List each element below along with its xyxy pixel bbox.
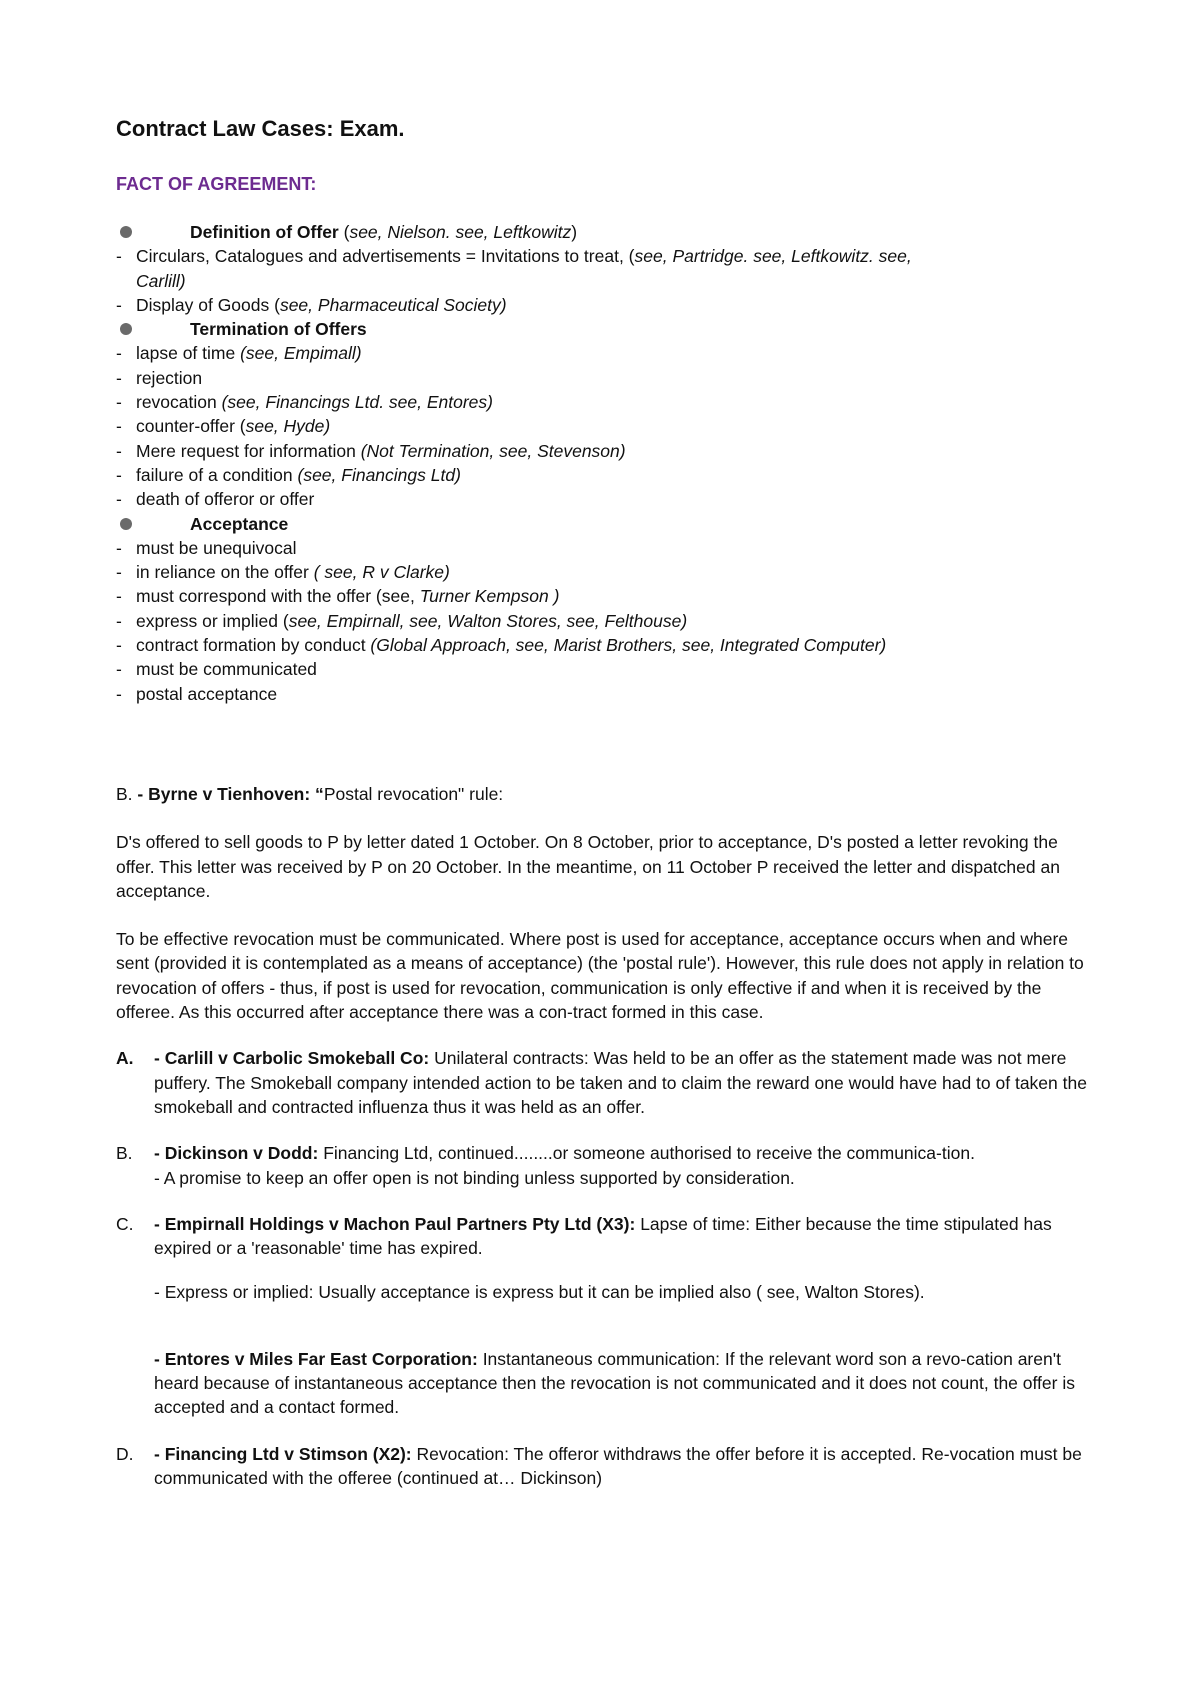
case-rule: Postal revocation" rule: (323, 784, 504, 804)
case-letter: D. (116, 1443, 134, 1464)
outline-citation: ( see, R v Clarke) (313, 562, 450, 583)
outline-dash-item (116, 414, 1096, 438)
case-paragraph (154, 1141, 1096, 1165)
case-carlill (116, 1046, 1096, 1119)
outline-dash-item (116, 682, 1096, 706)
outline-bullet-label: Termination of Offers (190, 319, 367, 340)
outline-citation: (see, Empimall) (240, 343, 362, 364)
agreement-outline (116, 220, 1096, 706)
outline-dash-item (116, 657, 1096, 681)
bullet-dot-icon (120, 518, 132, 530)
case-text: Lapse of time: Either because the time stipulated has expired or a 'reasonable' time has expired. (154, 1213, 1052, 1259)
case-name: - Byrne v Tienhoven: “ (137, 784, 324, 804)
case-paragraph (154, 1347, 1096, 1420)
outline-citation: (see, Financings Ltd. see, Entores) (221, 392, 493, 413)
case-letter: B. (116, 1143, 133, 1164)
outline-citation: (see, Financings Ltd) (297, 464, 461, 485)
case-byrne (116, 782, 1096, 1024)
outline-text: contract formation by conduct (136, 635, 371, 656)
section-heading: FACT OF AGREEMENT: (116, 174, 317, 194)
case-name: - Entores v Miles Far East Corporation: (154, 1348, 478, 1369)
case-empirnall (116, 1212, 1096, 1420)
dash-marker: - (116, 659, 122, 680)
outline-citation: see, Nielson. see, Leftkowitz (349, 222, 572, 242)
dash-marker: - (116, 489, 122, 510)
case-text: Instantaneous communication: If the relevant word son a revo-cation aren't heard because of instantaneous acceptance then the revocation is not communicated and it does not count, the offer is accepted and a contact formed. (154, 1348, 1075, 1418)
outline-text: must correspond with the offer (see, (136, 586, 420, 607)
bullet-dot-icon (120, 323, 132, 335)
outline-bullet-label: Definition of Offer (190, 222, 339, 242)
case-letter: B. (116, 784, 133, 804)
case-paragraph (154, 1442, 1096, 1491)
outline-text: counter-offer ( (136, 416, 246, 437)
outline-bullet-item (116, 317, 1096, 341)
outline-text: must be unequivocal (136, 537, 297, 558)
dash-marker: - (116, 464, 122, 485)
case-text: Revocation: The offeror withdraws the offer before it is accepted. Re-vocation must be communicated with the offeree (continued at… Dickinson) (154, 1443, 1082, 1488)
outline-text: death of offeror or offer (136, 489, 315, 510)
dash-marker: - (116, 562, 122, 583)
outline-dash-item (116, 584, 1096, 608)
outline-bullet-label: Acceptance (190, 513, 289, 534)
outline-dash-item (116, 341, 1096, 365)
outline-dash-item (116, 293, 1096, 317)
dash-marker: - (116, 367, 122, 388)
outline-citation: see, Partridge. see, Leftkowitz. see, (634, 246, 912, 267)
case-heading (116, 782, 1096, 806)
outline-text: in reliance on the offer (136, 562, 314, 583)
outline-text: Circulars, Catalogues and advertisements = Invitations to treat, ( (136, 246, 635, 267)
outline-citation: see, Pharmaceutical Society) (279, 294, 507, 315)
case-text: Unilateral contracts: Was held to be an offer as the statement made was not mere puffery. The Smokeball company intended action to be taken and to claim the reward one would have had to of taken the smokeball and contracted influenza thus it was held as an offer. (154, 1048, 1087, 1117)
dash-marker: - (116, 586, 122, 607)
outline-bullet-item (116, 220, 1096, 244)
outline-text: postal acceptance (136, 683, 278, 704)
outline-text: revocation (136, 392, 222, 413)
case-paragraph: D's offered to sell goods to P by letter dated 1 October. On 8 October, prior to acceptance, D's posted a letter revoking the offer. This letter was received by P on 20 October. In the meantime, on 11 October P received the letter and dispatched an acceptance. (116, 832, 1060, 901)
outline-dash-item (116, 463, 1096, 487)
case-name: - Financing Ltd v Stimson (X2): (154, 1443, 412, 1464)
case-paragraph: - A promise to keep an offer open is not binding unless supported by consideration. (154, 1167, 795, 1188)
outline-text: rejection (136, 367, 203, 388)
outline-text: Display of Goods ( (136, 294, 280, 315)
case-paragraph (154, 1212, 1096, 1261)
dash-marker: - (116, 294, 122, 315)
outline-text: lapse of time (136, 343, 241, 364)
dash-marker: - (116, 416, 122, 437)
dash-marker: - (116, 610, 122, 631)
outline-dash-item (116, 560, 1096, 584)
dash-marker: - (116, 683, 122, 704)
outline-citation: Carlill) (136, 270, 186, 291)
outline-continuation (116, 269, 1096, 293)
outline-dash-item (116, 609, 1096, 633)
case-letter: A. (116, 1048, 134, 1069)
dash-marker: - (116, 392, 122, 413)
case-text: Financing Ltd, continued........or someone authorised to receive the communica-tion. (323, 1143, 975, 1164)
outline-text: must be communicated (136, 659, 317, 680)
case-dickinson (116, 1141, 1096, 1190)
outline-dash-item (116, 439, 1096, 463)
case-name: - Dickinson v Dodd: (154, 1143, 319, 1164)
outline-citation: (Global Approach, see, Marist Brothers, see, Integrated Computer) (370, 635, 887, 656)
case-paragraph: To be effective revocation must be communicated. Where post is used for acceptance, acceptance occurs when and where sent (provided it is contemplated as a means of acceptance) (the 'postal rule'). However, this rule does not apply in relation to revocation of offers - thus, if post is used for revocation, communication is only effective if and when it is received by the offeree. As this occurred after acceptance there was a con-tract formed in this case. (116, 929, 1084, 1023)
outline-dash-item (116, 366, 1096, 390)
outline-text: failure of a condition (136, 464, 298, 485)
outline-dash-item (116, 244, 1096, 268)
case-name: - Carlill v Carbolic Smokeball Co: (154, 1048, 430, 1069)
outline-dash-item (116, 536, 1096, 560)
outline-dash-item (116, 633, 1096, 657)
case-paragraph: - Express or implied: Usually acceptance is express but it can be implied also ( see, Walton Stores). (154, 1282, 925, 1303)
case-name: - Empirnall Holdings v Machon Paul Partners Pty Ltd (X3): (154, 1213, 636, 1234)
outline-citation: (Not Termination, see, Stevenson) (360, 440, 626, 461)
case-list (116, 782, 1096, 1490)
dash-marker: - (116, 246, 122, 267)
case-paragraph (154, 1046, 1096, 1119)
dash-marker: - (116, 343, 122, 364)
case-letter: C. (116, 1213, 134, 1234)
dash-marker: - (116, 440, 122, 461)
page-title: Contract Law Cases: Exam. (116, 116, 405, 141)
outline-bullet-item (116, 512, 1096, 536)
outline-dash-item (116, 390, 1096, 414)
case-financing (116, 1442, 1096, 1491)
outline-text: Mere request for information (136, 440, 361, 461)
outline-dash-item (116, 487, 1096, 511)
outline-citation: see, Empirnall, see, Walton Stores, see, Felthouse) (288, 610, 688, 631)
outline-text: express or implied ( (136, 610, 289, 631)
outline-citation: see, Hyde) (245, 416, 331, 437)
outline-citation: Turner Kempson ) (419, 586, 560, 607)
dash-marker: - (116, 537, 122, 558)
bullet-dot-icon (120, 226, 132, 238)
dash-marker: - (116, 635, 122, 656)
outline-bracket: ) (571, 222, 578, 242)
outline-bracket: ( (338, 222, 350, 242)
